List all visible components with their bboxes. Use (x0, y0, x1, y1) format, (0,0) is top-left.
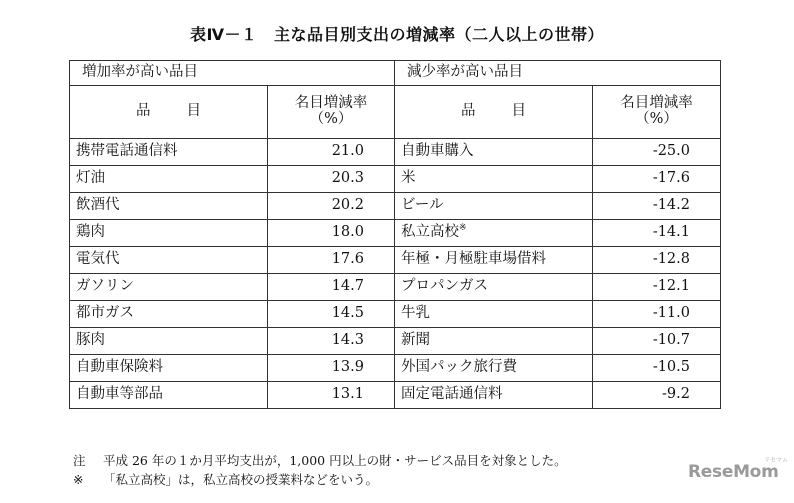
item-column-header: 品目 (70, 86, 268, 139)
increase-item-cell (70, 247, 268, 274)
decrease-rate-text: -10.7 (652, 332, 690, 349)
decrease-item-text: 年極・月極駐車場借料 (401, 251, 546, 268)
decrease-rate-cell (593, 328, 721, 355)
increase-item-text: 携帯電話通信料 (76, 143, 178, 160)
increase-item-text: 自動車等部品 (76, 386, 163, 403)
decrease-item-cell (395, 382, 593, 409)
increase-item-cell (70, 193, 268, 220)
increase-item-cell (70, 355, 268, 382)
rate-header-line2: （%） (309, 111, 353, 127)
increase-rate-text: 14.5 (331, 305, 364, 322)
decrease-rate-text: -14.1 (652, 224, 690, 241)
decrease-item-cell (395, 301, 593, 328)
decrease-rate-text: -10.5 (652, 359, 690, 376)
decrease-item-text: 自動車購入 (401, 143, 474, 160)
decrease-rate-cell (593, 139, 721, 166)
expenditure-table (69, 60, 721, 409)
decrease-item-text: 牛乳 (401, 305, 430, 322)
table-row (70, 247, 721, 274)
decrease-item-cell (395, 274, 593, 301)
item-column-header: 品目 (395, 86, 593, 139)
increase-rate-text: 18.0 (331, 224, 364, 241)
footnote-mark: ※ (459, 223, 467, 234)
decrease-rate-text: -12.1 (652, 278, 690, 295)
rate-column-header (268, 86, 395, 139)
footnote-lead: ※ (73, 472, 84, 487)
decrease-item-text: 米 (401, 170, 416, 187)
increase-item-text: 飲酒代 (76, 197, 120, 214)
decrease-item-cell (395, 355, 593, 382)
table-row (70, 301, 721, 328)
decrease-rate-cell (593, 193, 721, 220)
increase-rate-text: 20.3 (331, 170, 364, 187)
footnote-text: 平成 26 年の１か月平均支出が，1,000 円以上の財・サービス品目を対象とした。 (103, 453, 567, 468)
increase-rate-cell (268, 274, 395, 301)
increase-item-cell (70, 166, 268, 193)
increase-item-text: 豚肉 (76, 332, 105, 349)
table-row (70, 139, 721, 166)
decrease-rate-text: -17.6 (652, 170, 690, 187)
increase-item-text: 灯油 (76, 170, 105, 187)
decrease-rate-cell (593, 274, 721, 301)
increase-item-text: 電気代 (76, 251, 120, 268)
decrease-item-cell (395, 166, 593, 193)
group-header-row (70, 61, 721, 86)
increase-rate-cell (268, 382, 395, 409)
decrease-rate-cell (593, 166, 721, 193)
increase-rate-cell (268, 301, 395, 328)
table-row (70, 382, 721, 409)
table-row (70, 220, 721, 247)
decrease-item-text: 私立高校 (401, 224, 459, 241)
rate-header-line1: 名目増減率 (620, 95, 693, 112)
footnote-row (73, 451, 567, 470)
table-row (70, 355, 721, 382)
decrease-item-text: ビール (401, 197, 444, 214)
decrease-item-cell (395, 193, 593, 220)
increase-rate-text: 13.9 (331, 359, 364, 376)
decrease-item-cell (395, 247, 593, 274)
increase-item-text: 自動車保険料 (76, 359, 163, 376)
decrease-rate-cell (593, 382, 721, 409)
footnote-text: 「私立高校」は，私立高校の授業料などをいう。 (103, 472, 379, 487)
decrease-rate-text: -11.0 (652, 305, 690, 322)
increase-item-cell (70, 382, 268, 409)
footnote-lead: 注 (73, 453, 86, 468)
increase-rate-cell (268, 247, 395, 274)
rate-header-line2: （%） (635, 111, 678, 127)
increase-item-text: 鶏肉 (76, 224, 105, 241)
decrease-item-cell (395, 139, 593, 166)
decrease-item-text: 固定電話通信料 (401, 386, 503, 403)
decrease-rate-cell (593, 247, 721, 274)
table-row (70, 274, 721, 301)
increase-item-cell (70, 328, 268, 355)
increase-item-text: 都市ガス (76, 305, 134, 322)
increase-item-text: ガソリン (76, 278, 134, 295)
table-body (70, 139, 721, 409)
table-row (70, 193, 721, 220)
decrease-rate-cell (593, 220, 721, 247)
increase-rate-text: 14.7 (331, 278, 364, 295)
increase-rate-text: 14.3 (331, 332, 364, 349)
increase-item-cell (70, 274, 268, 301)
decrease-item-cell (395, 328, 593, 355)
footnotes (73, 451, 567, 489)
increase-item-cell (70, 301, 268, 328)
increase-rate-cell (268, 355, 395, 382)
increase-rate-cell (268, 193, 395, 220)
decrease-item-text: 新聞 (401, 332, 430, 349)
column-header-row (70, 86, 721, 139)
rate-column-header (593, 86, 721, 139)
table-title: 表Ⅳ－１ 主な品目別支出の増減率（二人以上の世帯） (189, 25, 605, 44)
decrease-rate-text: -12.8 (652, 251, 690, 268)
increase-item-cell (70, 139, 268, 166)
footnote-row (73, 470, 567, 489)
table-row (70, 166, 721, 193)
decrease-item-text: プロパンガス (401, 278, 488, 295)
increase-rate-text: 21.0 (331, 143, 364, 160)
resemom-logo-subtext: リセマム (764, 457, 788, 464)
table-row (70, 328, 721, 355)
increase-rate-text: 20.2 (331, 197, 364, 214)
increase-rate-cell (268, 166, 395, 193)
decrease-rate-cell (593, 355, 721, 382)
resemom-logo: ReseMom (688, 462, 779, 482)
increase-rate-cell (268, 220, 395, 247)
decrease-item-text: 外国パック旅行費 (401, 359, 517, 376)
rate-header-line1: 名目増減率 (294, 95, 368, 112)
increase-item-cell (70, 220, 268, 247)
decrease-group-header: 減少率が高い品目 (395, 61, 721, 86)
increase-rate-text: 13.1 (331, 386, 364, 403)
increase-group-header: 増加率が高い品目 (70, 61, 395, 86)
increase-rate-cell (268, 328, 395, 355)
increase-rate-text: 17.6 (331, 251, 364, 268)
decrease-rate-text: -14.2 (652, 197, 690, 214)
decrease-rate-text: -9.2 (662, 386, 690, 403)
decrease-rate-text: -25.0 (652, 143, 690, 160)
decrease-rate-cell (593, 301, 721, 328)
decrease-item-cell (395, 220, 593, 247)
increase-rate-cell (268, 139, 395, 166)
